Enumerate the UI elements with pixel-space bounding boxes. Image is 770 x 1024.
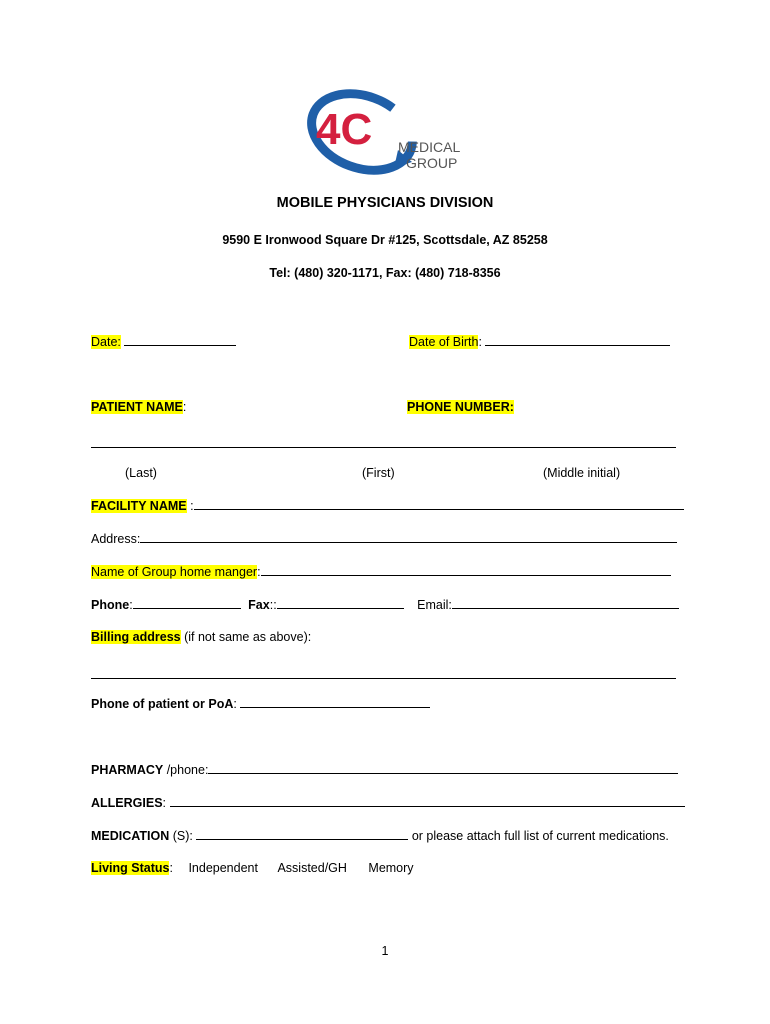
fax-colon: :: — [269, 598, 277, 612]
billing-field[interactable] — [91, 678, 676, 679]
facility-colon: : — [186, 499, 194, 513]
pharmacy-row — [91, 762, 678, 777]
clinic-contact: Tel: (480) 320-1171, Fax: (480) 718-8356 — [269, 266, 501, 280]
fax-label: Fax — [248, 598, 270, 612]
email-field[interactable] — [452, 597, 679, 609]
billing-note: (if not same as above): — [180, 630, 312, 644]
billing-label: Billing address — [91, 630, 181, 644]
phone-number-label: PHONE NUMBER: — [407, 400, 514, 414]
living-status-colon: : — [169, 861, 173, 875]
facility-label: FACILITY NAME — [91, 499, 187, 513]
dob-colon: : — [478, 335, 482, 349]
patient-name-colon: : — [182, 400, 187, 414]
division-title: MOBILE PHYSICIANS DIVISION — [276, 195, 494, 211]
phone-label: Phone — [91, 598, 130, 612]
date-row — [91, 334, 236, 349]
contact-row — [91, 597, 679, 612]
4c-medical-group-logo — [300, 86, 470, 178]
dob-label: Date of Birth — [409, 335, 479, 349]
allergies-row — [91, 795, 685, 810]
facility-field[interactable] — [194, 498, 684, 510]
name-middle-caption: (Middle initial) — [543, 466, 621, 480]
pharmacy-field[interactable] — [208, 762, 678, 774]
facility-row — [91, 498, 684, 513]
home-manager-field[interactable] — [261, 564, 671, 576]
living-option-independent[interactable]: Independent — [188, 861, 258, 875]
email-label: Email: — [417, 598, 452, 612]
home-manager-colon: : — [257, 565, 261, 579]
phone-colon: : — [129, 598, 133, 612]
address-field[interactable] — [140, 531, 677, 543]
dob-row — [409, 334, 670, 349]
pharmacy-label: PHARMACY — [91, 763, 164, 777]
home-manager-row — [91, 564, 671, 579]
phone-field[interactable] — [133, 597, 241, 609]
clinic-address: 9590 E Ironwood Square Dr #125, Scottsdale, AZ 85258 — [222, 233, 548, 247]
poa-field[interactable] — [240, 696, 430, 708]
allergies-label: ALLERGIES — [91, 796, 163, 810]
medication-note: or please attach full list of current medications. — [408, 829, 669, 843]
pharmacy-suffix: /phone: — [163, 763, 209, 777]
home-manager-label: Name of Group home manger — [91, 565, 258, 579]
patient-name-field[interactable] — [91, 447, 676, 448]
fax-field[interactable] — [277, 597, 404, 609]
allergies-colon: : — [162, 796, 170, 810]
patient-name-label: PATIENT NAME — [91, 400, 183, 414]
living-status-label: Living Status — [91, 861, 170, 875]
medication-suffix: (S): — [169, 829, 197, 843]
medication-field[interactable] — [196, 828, 408, 840]
name-first-caption: (First) — [362, 466, 395, 480]
medication-row — [91, 828, 669, 843]
dob-field[interactable] — [485, 334, 670, 346]
poa-row — [91, 696, 430, 711]
logo-line1: MEDICAL — [398, 139, 461, 155]
medication-label: MEDICATION — [91, 829, 170, 843]
address-row — [91, 531, 677, 546]
name-last-caption: (Last) — [125, 466, 157, 480]
living-option-memory[interactable]: Memory — [368, 861, 414, 875]
living-status-row — [91, 861, 414, 875]
page-number: 1 — [381, 944, 389, 958]
poa-colon: : — [233, 697, 241, 711]
logo-mark: 4C — [316, 105, 373, 154]
address-label: Address: — [91, 532, 141, 546]
living-option-assisted[interactable]: Assisted/GH — [277, 861, 347, 875]
patient-name-row — [91, 400, 186, 414]
date-label: Date: — [91, 335, 121, 349]
billing-row — [91, 630, 311, 644]
poa-label: Phone of patient or PoA — [91, 697, 234, 711]
allergies-field[interactable] — [170, 795, 685, 807]
date-field[interactable] — [124, 334, 236, 346]
logo-line2: GROUP — [406, 155, 458, 171]
